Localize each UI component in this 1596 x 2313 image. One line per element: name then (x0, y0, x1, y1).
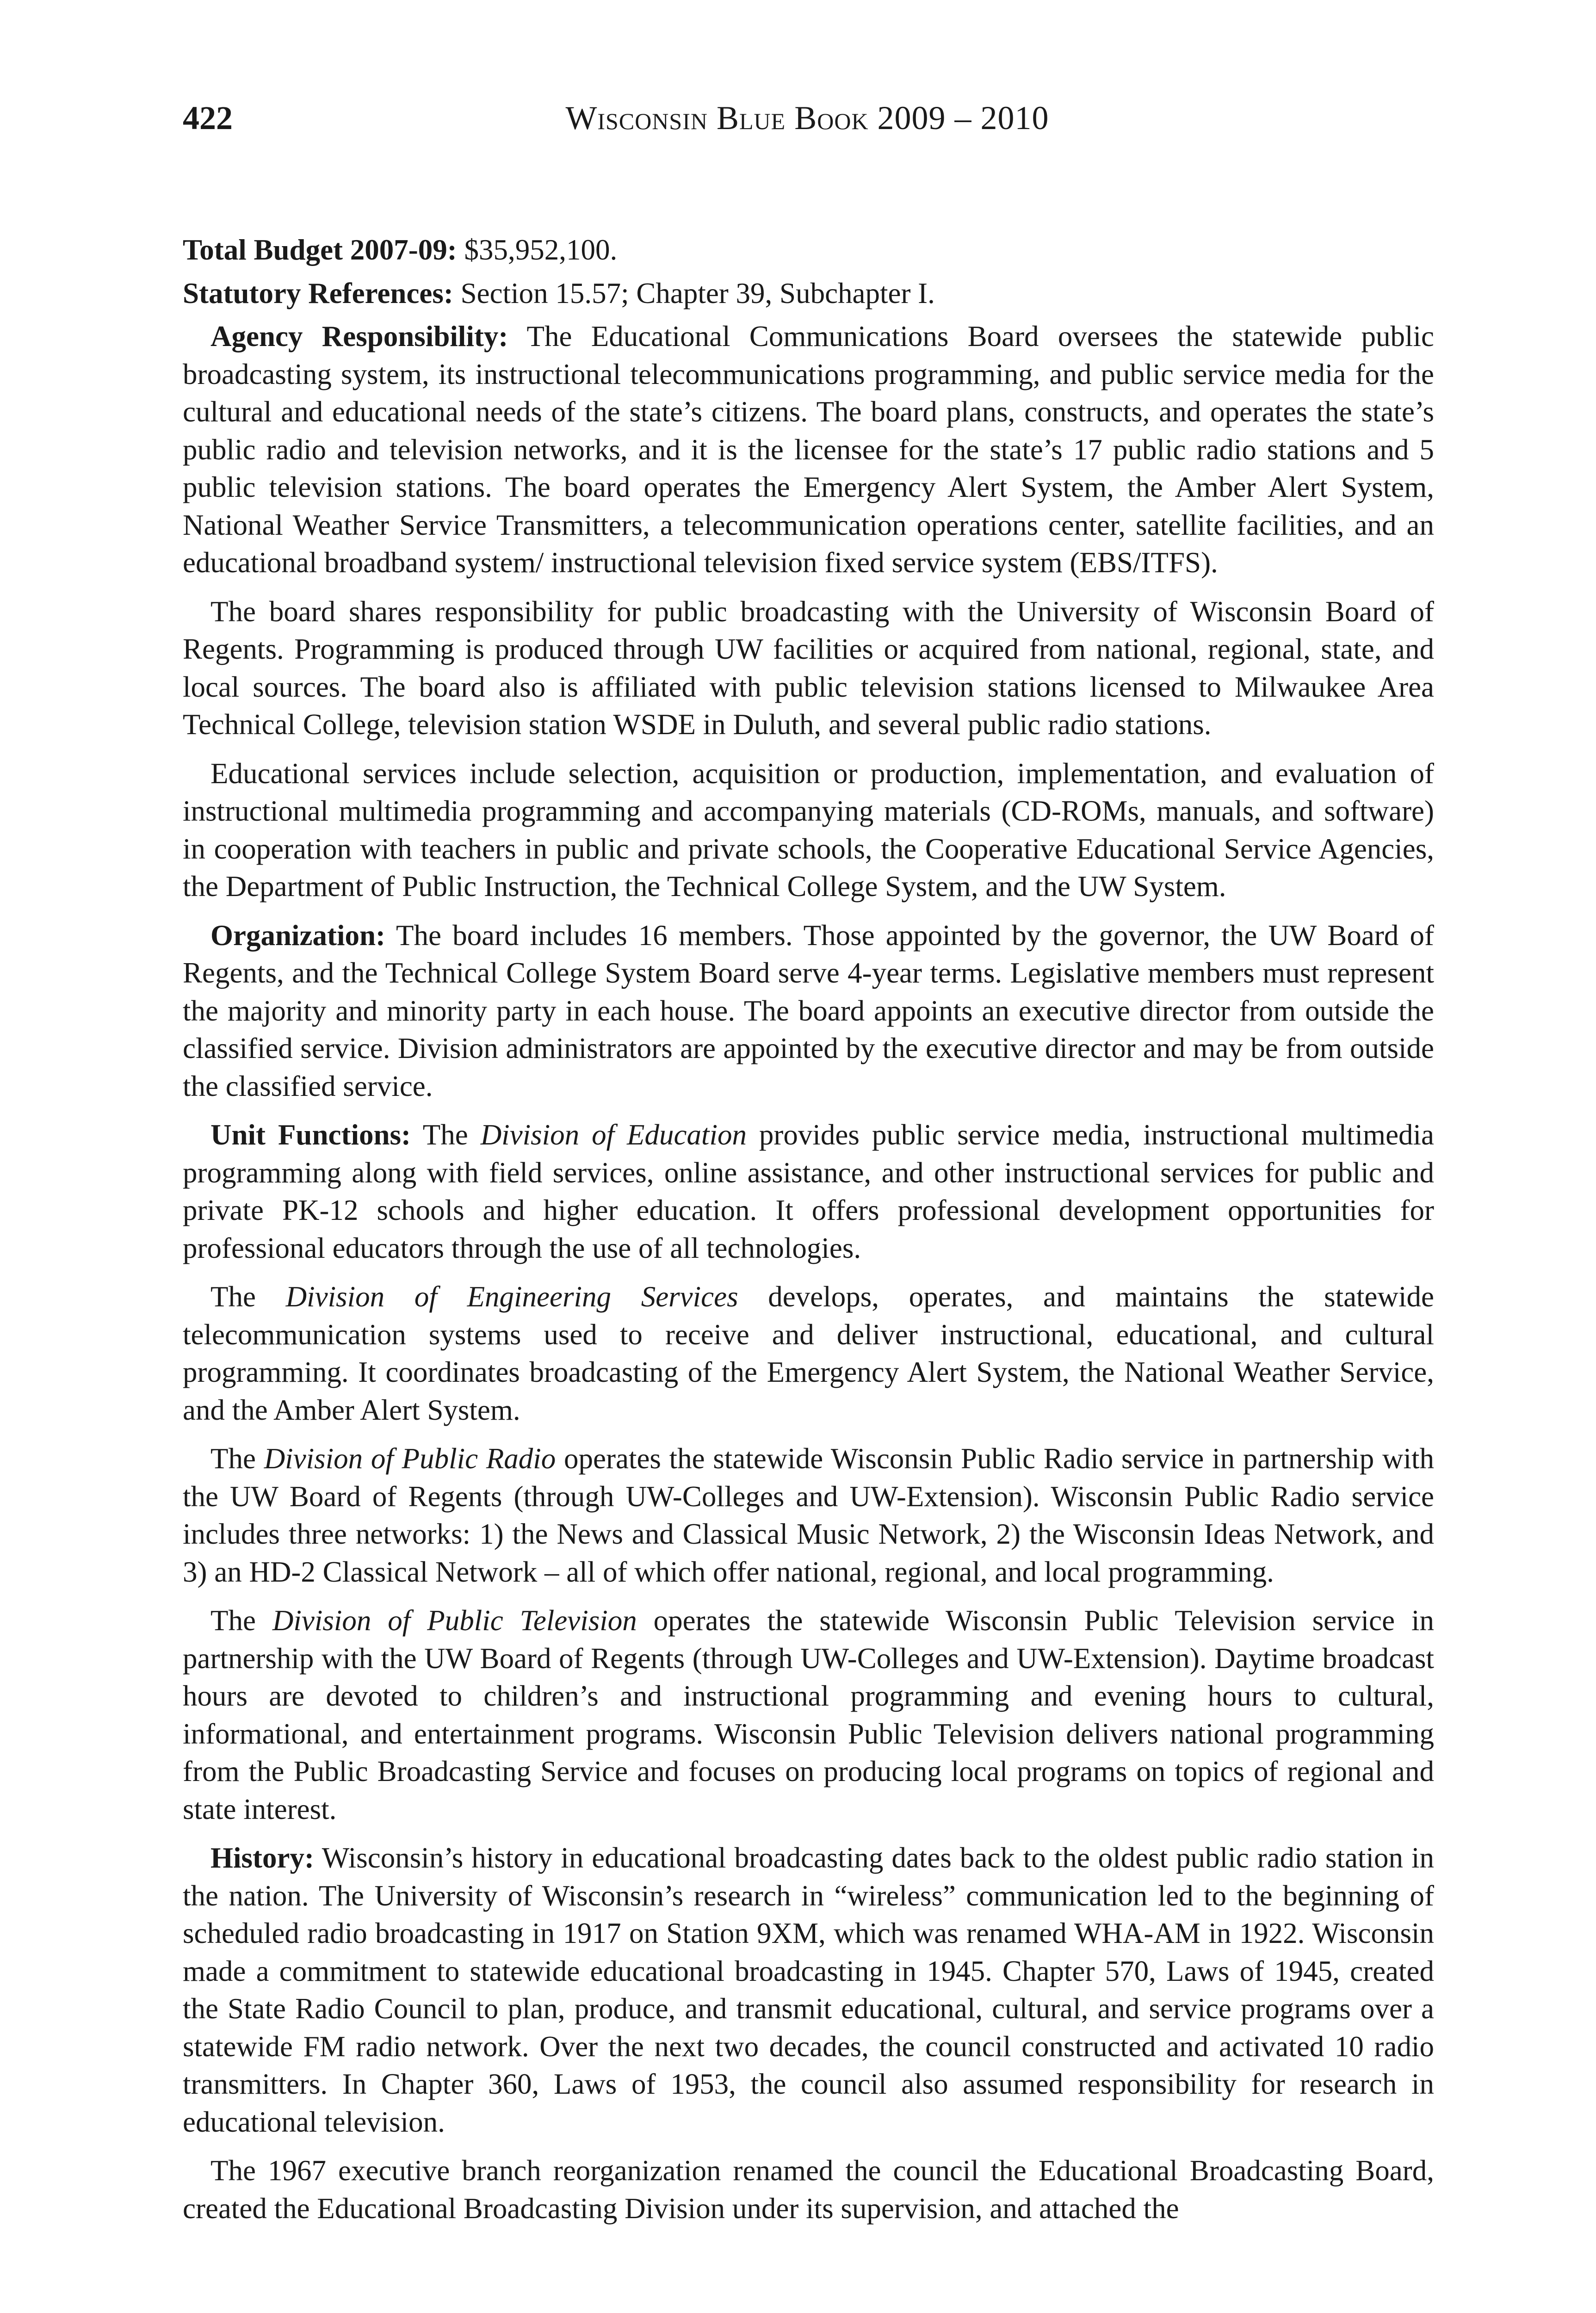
educational-services-paragraph: Educational services include selection, acquisition or production, implementation, and evaluation of instructional multimedia programming and accompanying materials (CD-ROMs, manuals, and software) in cooperation with teachers in public and private schools, the Cooperative Educational Service Agencies, the Department of Public Instruction, the Technical College System, and the UW System. (183, 757, 1434, 903)
agency-text: The Educational Communications Board oversees the statewide public broadcasting system, its instructional telecommunications programming, and public service media for the cultural and educational needs of the state’s citizens. The board plans, constructs, and operates the state’s public radio and television networks, and it is the licensee for the state’s 17 public radio stations and 5 public television stations. The board operates the Emergency Alert System, the Amber Alert System, National Weather Service Transmitters, a telecommunication operations center, satellite facilities, and an educational broadband system/ instructional television fixed service system (EBS/ITFS). (183, 320, 1434, 579)
division-radio-name: Division of Public Radio (264, 1442, 556, 1475)
division-education-paragraph (183, 1116, 1434, 1267)
body-text (183, 231, 1434, 2239)
television-text: operates the statewide Wisconsin Public Television service in partnership with the UW Board of Regents (through UW-Colleges and UW-Extension). Daytime broadcast hours are devoted to children’s and instructional programming and evening hours to cultural, informational, and entertainment programs. Wisconsin Public Television delivers national programming from the Public Broadcasting Service and focuses on producing local programs on topics of regional and state interest. (183, 1604, 1434, 1825)
division-television-paragraph (183, 1602, 1434, 1828)
division-radio-paragraph (183, 1440, 1434, 1591)
education-pre: The (411, 1119, 481, 1151)
division-television-name: Division of Public Television (272, 1604, 637, 1637)
total-budget-line (183, 231, 1434, 269)
statutory-value: Section 15.57; Chapter 39, Subchapter I. (453, 277, 935, 309)
engineering-pre: The (210, 1280, 286, 1313)
book-title: Wisconsin Blue Book 2009 – 2010 (565, 99, 1049, 136)
running-head (183, 95, 1432, 141)
division-engineering-paragraph (183, 1278, 1434, 1429)
budget-label: Total Budget 2007-09: (183, 234, 457, 266)
reorganization-paragraph: The 1967 executive branch reorganization renamed the council the Educational Broadcasting Board, created the Educational Broadcasting Division under its supervision, and attached the (183, 2154, 1434, 2225)
engineering-text: develops, operates, and maintains the statewide telecommunication systems used to receive and deliver instructional, educational, and cultural programming. It coordinates broadcasting of the Emergency Alert System, the National Weather Service, and the Amber Alert System. (183, 1280, 1434, 1426)
television-pre: The (210, 1604, 272, 1637)
agency-responsibility-paragraph (183, 318, 1434, 582)
radio-text: operates the statewide Wisconsin Public Radio service in partnership with the UW Board of Regents (through UW-Colleges and UW-Extension). Wisconsin Public Radio service includes three networks: 1) the News and Classical Music Network, 2) the Wisconsin Ideas Network, and 3) an HD-2 Classical Network – all of which offer national, regional, and local programming. (183, 1442, 1434, 1588)
page-number: 422 (183, 99, 233, 136)
radio-pre: The (210, 1442, 264, 1475)
history-text: Wisconsin’s history in educational broadcasting dates back to the oldest public radio station in the nation. The University of Wisconsin’s research in “wireless” communication led to the beginning of scheduled radio broadcasting in 1917 on Station 9XM, which was renamed WHA-AM in 1922. Wisconsin made a commitment to statewide educational broadcasting in 1945. Chapter 570, Laws of 1945, created the State Radio Council to plan, produce, and transmit educational, cultural, and service programs over a statewide FM radio network. Over the next two decades, the council constructed and activated 10 radio transmitters. In Chapter 360, Laws of 1953, the council also assumed responsibility for research in educational television. (183, 1842, 1434, 2138)
statutory-references-line (183, 275, 1434, 313)
organization-label: Organization: (210, 919, 385, 952)
division-engineering-name: Division of Engineering Services (285, 1280, 738, 1313)
budget-value: $35,952,100. (457, 234, 618, 266)
statutory-label: Statutory References: (183, 277, 453, 309)
history-label: History: (210, 1842, 314, 1874)
organization-paragraph (183, 917, 1434, 1106)
agency-label: Agency Responsibility: (210, 320, 508, 353)
shared-responsibility-paragraph: The board shares responsibility for public broadcasting with the University of Wisconsin Board of Regents. Programming is produced through UW facilities or acquired from national, regional, state, and local sources. The board also is affiliated with public television stations licensed to Milwaukee Area Technical College, television station WSDE in Duluth, and several public radio stations. (183, 595, 1434, 741)
division-education-name: Division of Education (480, 1119, 747, 1151)
organization-text: The board includes 16 members. Those appointed by the governor, the UW Board of Regents, and the Technical College System Board serve 4-year terms. Legislative members must represent the majority and minority party in each house. The board appoints an executive director from outside the classified service. Division administrators are appointed by the executive director and may be from outside the classified service. (183, 919, 1434, 1102)
education-text: provides public service media, instructional multimedia programming along with field services, online assistance, and other instructional services for public and private PK-12 schools and higher education. It offers professional development opportunities for professional educators through the use of all technologies. (183, 1119, 1434, 1264)
history-paragraph (183, 1839, 1434, 2141)
unit-functions-label: Unit Functions: (210, 1119, 411, 1151)
